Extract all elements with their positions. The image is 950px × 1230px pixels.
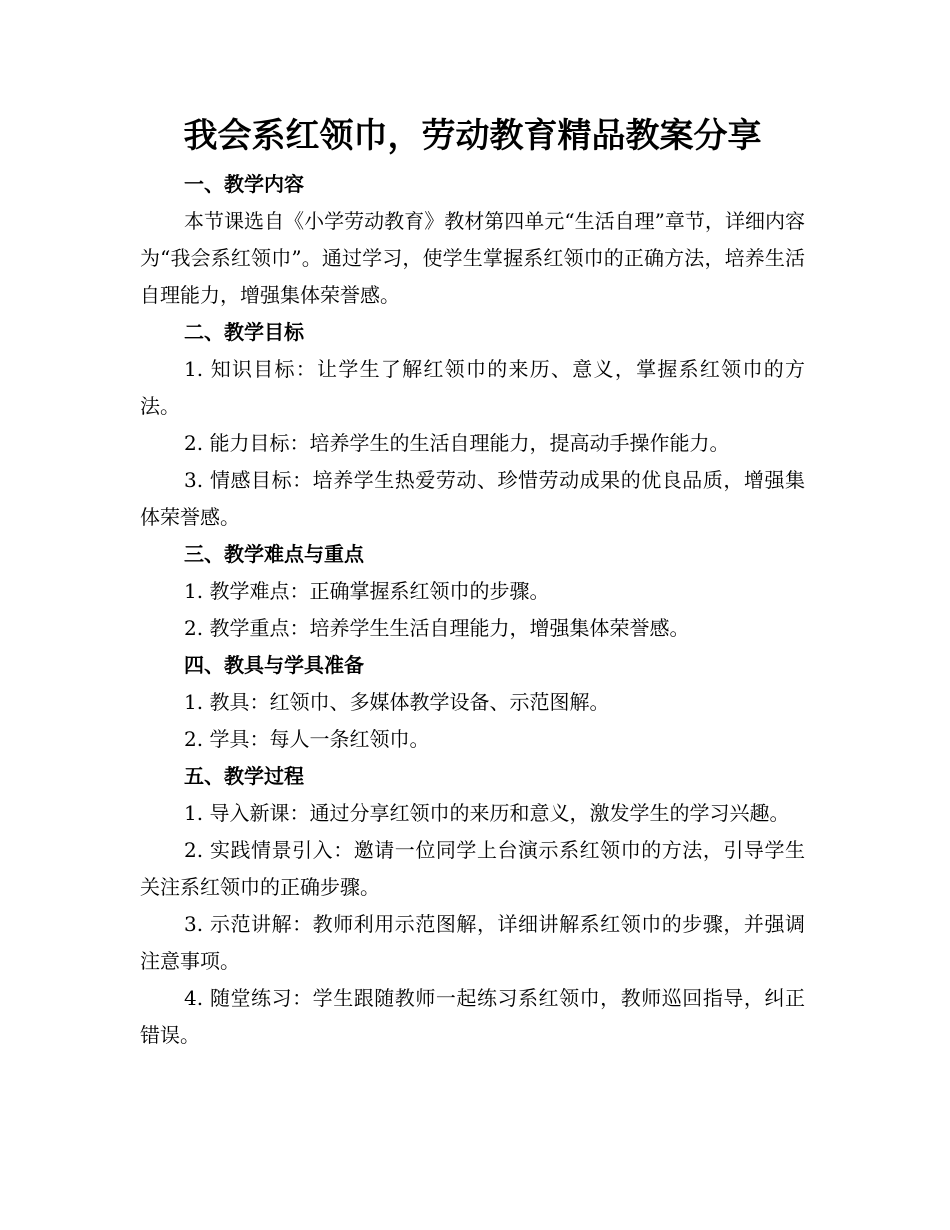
section-heading: 五、教学过程 bbox=[184, 764, 304, 788]
paragraph: 4. 随堂练习：学生跟随教师一起练习系红领巾，教师巡回指导，纠正错误。 bbox=[140, 986, 805, 1047]
paragraph: 2. 能力目标：培养学生的生活自理能力，提高动手操作能力。 bbox=[184, 431, 730, 455]
section-difficulties-and-key-points bbox=[140, 536, 805, 647]
paragraph: 3. 情感目标：培养学生热爱劳动、珍惜劳动成果的优良品质，增强集体荣誉感。 bbox=[140, 468, 805, 529]
paragraph: 1. 知识目标：让学生了解红领巾的来历、意义，掌握系红领巾的方法。 bbox=[140, 357, 805, 418]
section-heading: 二、教学目标 bbox=[184, 320, 304, 344]
section-teaching-goals bbox=[140, 314, 805, 536]
paragraph: 3. 示范讲解：教师利用示范图解，详细讲解系红领巾的步骤，并强调注意事项。 bbox=[140, 912, 805, 973]
section-teaching-process bbox=[140, 758, 805, 1054]
paragraph: 2. 学具：每人一条红领巾。 bbox=[184, 727, 430, 751]
paragraph: 1. 导入新课：通过分享红领巾的来历和意义，激发学生的学习兴趣。 bbox=[184, 801, 790, 825]
section-heading: 三、教学难点与重点 bbox=[184, 542, 364, 566]
section-heading: 四、教具与学具准备 bbox=[184, 653, 364, 677]
paragraph: 1. 教具：红领巾、多媒体教学设备、示范图解。 bbox=[184, 690, 610, 714]
paragraph: 2. 实践情景引入：邀请一位同学上台演示系红领巾的方法，引导学生关注系红领巾的正确步骤。 bbox=[140, 838, 805, 899]
section-teaching-content bbox=[140, 166, 805, 314]
section-heading: 一、教学内容 bbox=[184, 172, 304, 196]
document-title: 我会系红领巾，劳动教育精品教案分享 bbox=[183, 116, 762, 156]
paragraph: 本节课选自《小学劳动教育》教材第四单元“生活自理”章节，详细内容为“我会系红领巾”。通过学习，使学生掌握系红领巾的正确方法，培养生活自理能力，增强集体荣誉感。 bbox=[140, 209, 805, 307]
paragraph: 1. 教学难点：正确掌握系红领巾的步骤。 bbox=[184, 579, 550, 603]
section-teaching-aids bbox=[140, 647, 805, 758]
paragraph: 2. 教学重点：培养学生生活自理能力，增强集体荣誉感。 bbox=[184, 616, 690, 640]
document-page bbox=[140, 108, 805, 1054]
